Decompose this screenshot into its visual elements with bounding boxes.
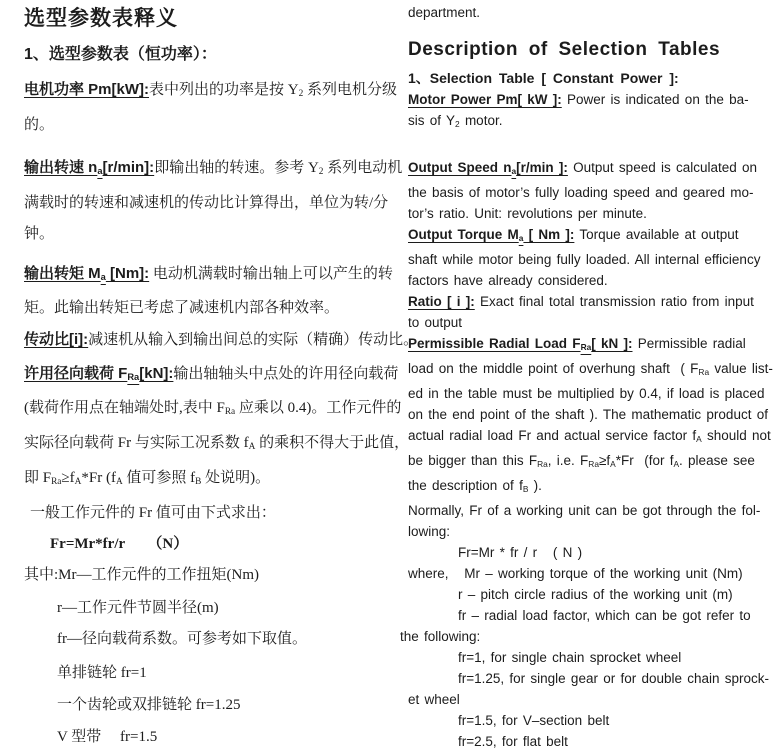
text-line: r – pitch circle radius of the working unit (m): [458, 587, 733, 602]
cn-fr-formula: [24, 529, 390, 560]
text-line: Fr=Mr * fr / r ( N ): [458, 545, 583, 560]
cn-paragraph-output-speed: [24, 152, 403, 250]
cn-fr-value-gear: [24, 690, 390, 721]
cn-fr-value-sprocket: [24, 658, 390, 689]
text-line: 单排链轮 fr=1: [57, 665, 147, 681]
en-fr-value-15: [408, 710, 772, 731]
text-line: 一个齿轮或双排链轮 fr=1.25: [57, 697, 241, 713]
en-subsection-heading: 1、Selection Table [ Constant Power ]:: [408, 70, 679, 86]
text-line: be bigger than this FRa, i.e. FRa≥fA*Fr (for fA. please see: [408, 453, 755, 469]
text-line: the description of fB ).: [408, 478, 542, 494]
text-line: 许用径向载荷 FRa[kN]:输出轴轴头中点处的许用径向载荷: [24, 365, 399, 382]
text-line: shaft while motor being fully loaded. All internal efficiency: [408, 252, 761, 267]
en-definition-r: [408, 584, 772, 605]
text-line: fr=1.5, for V–section belt: [458, 713, 610, 728]
text-line: the basis of motor’s fully loading speed and geared mo-: [408, 185, 754, 200]
text-line: on the end point of the shaft ). The mathematic product of: [408, 407, 768, 422]
text-line: 电机功率 Pm[kW]:表中列出的功率是按 Y2 系列电机分级: [24, 81, 398, 99]
text-line: Fr=Mr*fr/r （N）: [50, 536, 189, 552]
cn-paragraph-output-torque: [24, 258, 393, 324]
text-line: fr=1, for single chain sprocket wheel: [458, 650, 682, 665]
text-line: lowing:: [408, 524, 451, 539]
text-line: Output Torque Ma [ Nm ]: Torque available at output: [408, 227, 739, 243]
cn-where-mr-line: [24, 560, 390, 591]
en-fr-value-1: [408, 647, 772, 668]
text-line: Ratio [ i ]: Exact final total transmission ratio from input: [408, 294, 754, 309]
text-line: where, Mr – working torque of the working unit (Nm): [408, 566, 743, 581]
text-line: factors have already considered.: [408, 273, 608, 288]
en-paragraph-output-torque: [408, 224, 772, 291]
text-line: 一般工作元件的 Fr 值可由下式求出：: [30, 505, 276, 521]
text-line: fr—径向载荷系数。可参考如下取值。: [57, 631, 307, 647]
text-line: 输出转速 na[r/min]:即输出轴的转速。参考 Y2 系列电动机: [24, 159, 403, 177]
en-fr-value-25: [408, 731, 772, 752]
text-line: 其中:Mr—工作元件的工作扭矩(Nm): [24, 567, 259, 583]
cn-definition-r: [24, 593, 390, 624]
en-paragraph-radial-load: [408, 333, 772, 500]
text-line: 满载时的转速和减速机的传动比计算得出，单位为转/分: [24, 195, 389, 211]
en-where-mr-line: [408, 563, 772, 584]
text-line: Normally, Fr of a working unit can be got through the fol-: [408, 503, 761, 518]
cn-fr-value-vbelt: [24, 722, 390, 753]
cn-definition-fr: [24, 624, 390, 655]
text-line: 钟。: [24, 226, 55, 242]
cn-subtitle: 1、选型参数表（恒功率）：: [24, 46, 217, 63]
en-paragraph-normally: [408, 500, 772, 542]
en-fr-value-125-continuation: [408, 689, 772, 710]
en-following-line: [400, 626, 772, 647]
en-paragraph-ratio: [408, 291, 772, 333]
text-line: fr=1.25, for single gear or for double chain sprock-: [458, 671, 770, 686]
cn-title: 选型参数表释义: [24, 7, 178, 30]
text-line: 即 FRa≥fA*Fr (fA 值可参照 fB 处说明)。: [24, 470, 271, 487]
en-paragraph-output-speed: [408, 157, 772, 224]
cn-fr-intro-line: [24, 498, 390, 529]
text-line: fr=2.5, for flat belt: [458, 734, 568, 749]
chinese-column: [24, 6, 419, 753]
text-line: 的。: [24, 117, 55, 133]
en-definition-fr: [408, 605, 772, 626]
text-line: sis of Y2 motor.: [408, 113, 503, 129]
english-column: [400, 2, 773, 752]
text-line: Output Speed na[r/min ]: Output speed is calculated on: [408, 160, 758, 176]
text-line: tor’s ratio. Unit: revolutions per minute.: [408, 206, 647, 221]
en-section-heading: Description of Selection Tables: [408, 39, 721, 60]
text-line: actual radial load Fr and actual service factor fA should not: [408, 428, 771, 444]
text-line: the following:: [400, 629, 481, 644]
cn-paragraph-radial-load: [24, 358, 410, 498]
text-line: 矩。此输出转矩已考虑了减速机内部各种效率。: [24, 300, 340, 316]
text-line: Permissible Radial Load FRa[ kN ]: Permissible radial: [408, 336, 746, 352]
text-line: r—工作元件节圆半径(m): [57, 600, 219, 616]
text-line: Motor Power Pm[ kW ]: Power is indicated on the ba-: [408, 92, 749, 107]
text-line: 实际径向载荷 Fr 与实际工况系数 fA 的乘积不得大于此值，: [24, 435, 410, 452]
cn-paragraph-motor-power: [24, 74, 398, 141]
en-fr-formula: [408, 542, 772, 563]
text-line: fr – radial load factor, which can be got refer to: [458, 608, 751, 623]
text-line: ed in the table must be multiplied by 0.4, if load is placed: [408, 386, 765, 401]
text-line: to output: [408, 315, 463, 330]
text-line: 输出转矩 Ma [Nm]: 电动机满载时输出轴上可以产生的转: [24, 265, 393, 282]
text-line: (载荷作用点在轴端处时,表中 FRa 应乘以 0.4)。工作元件的: [24, 400, 402, 417]
text-line: V 型带 fr=1.5: [57, 729, 158, 745]
text-line: load on the middle point of overhung shaft ( FRa value list-: [408, 361, 773, 377]
en-paragraph-motor-power: [408, 89, 772, 135]
en-fr-value-125: [408, 668, 772, 689]
text-line: 传动比[i]:减速机从输入到输出间总的实际（精确）传动比。: [24, 331, 419, 348]
text-line: et wheel: [408, 692, 460, 707]
en-previous-paragraph-end: department.: [408, 5, 481, 20]
cn-paragraph-ratio: [24, 324, 419, 356]
